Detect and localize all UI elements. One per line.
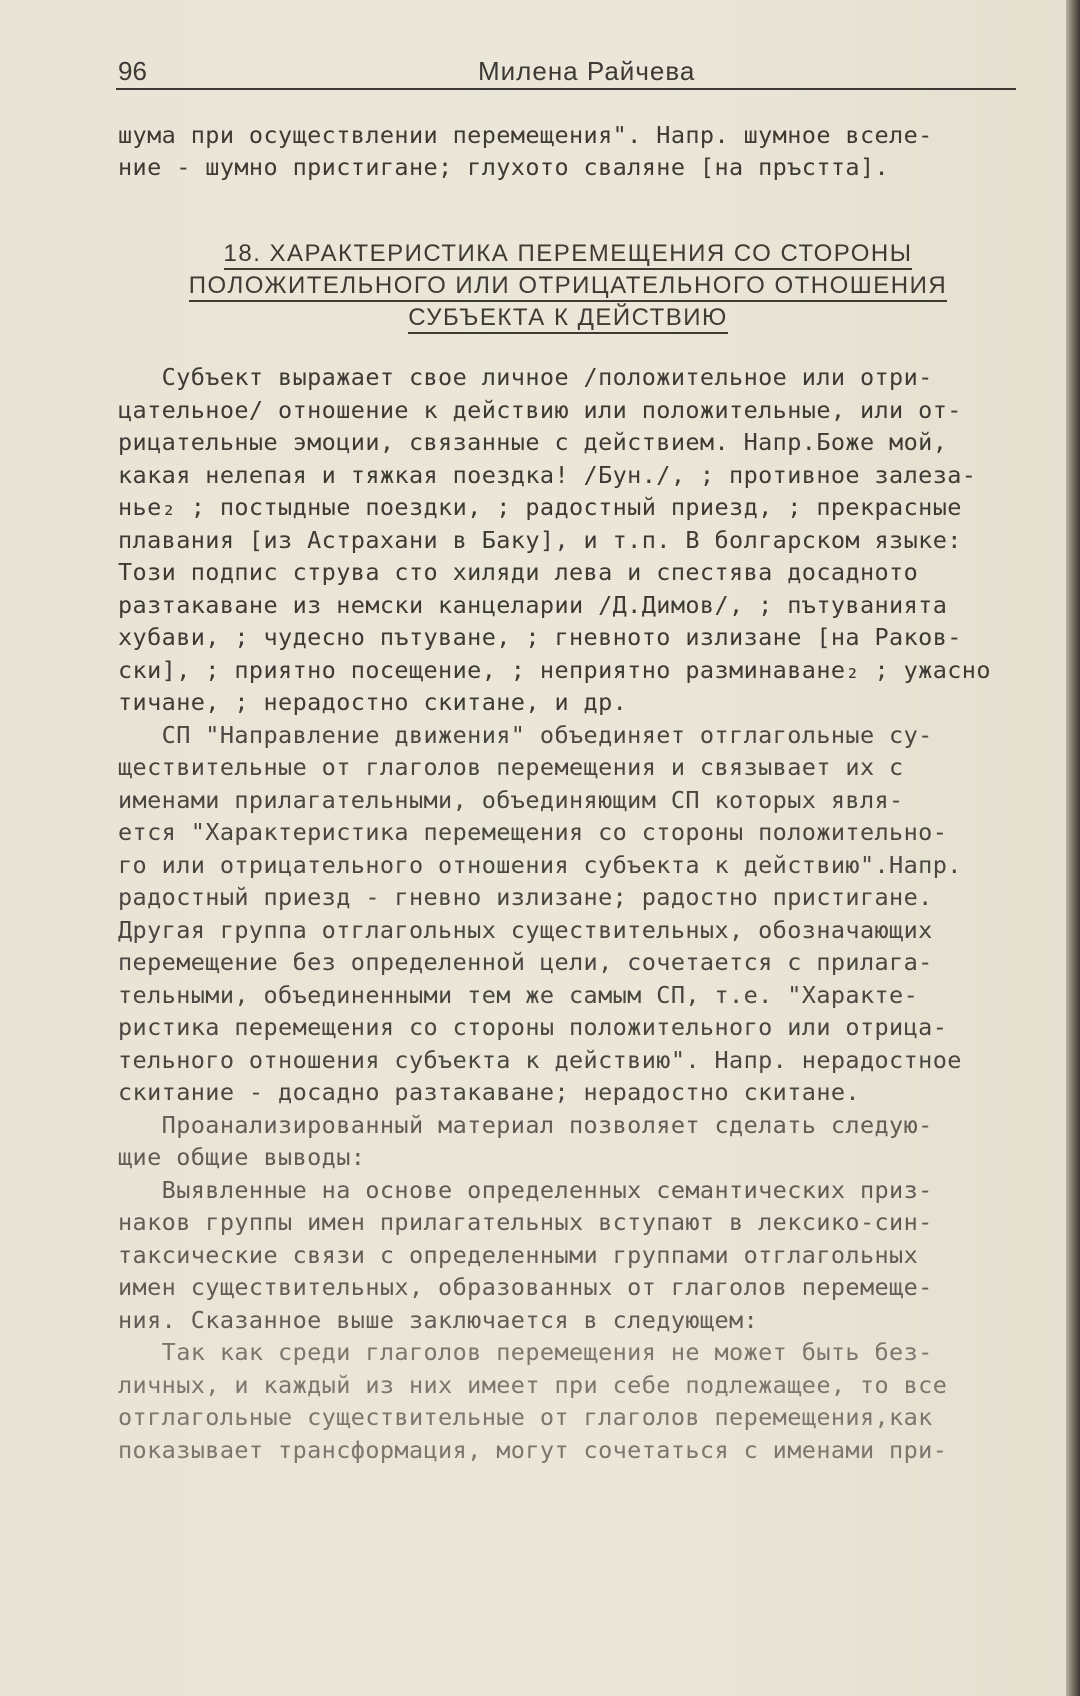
text-line: рицательные эмоции, связанные с действием. Напр.Боже мой, bbox=[118, 428, 948, 456]
text-line: перемещение без определенной цели, сочетается с прилага- bbox=[118, 948, 933, 976]
text-line: шума при осуществлении перемещения". Напр. шумное вселе- bbox=[118, 121, 933, 149]
running-title: Милена Райчева bbox=[478, 56, 696, 86]
text-line: СП "Направление движения" объединяет отглагольные су- bbox=[118, 720, 933, 749]
text-line: ется "Характеристика перемещения со стороны положительно- bbox=[118, 818, 948, 846]
text-line: радостный приезд - гневно излизане; радостно пристигане. bbox=[118, 883, 933, 911]
text-line: ния. Сказанное выше заключается в следующем: bbox=[118, 1305, 759, 1334]
text-line: Този подпис струва сто хиляди лева и спестява досадното bbox=[118, 558, 919, 586]
text-line: хубави, ; чудесно пътуване, ; гневното излизане [на Раков- bbox=[118, 623, 962, 651]
text-line: Выявленные на основе определенных семантических приз- bbox=[118, 1175, 933, 1204]
text-line: Субъект выражает свое личное /положительное или отри- bbox=[118, 363, 933, 391]
text-line: Так как среди глаголов перемещения не может быть без- bbox=[118, 1338, 933, 1366]
text-line: ние - шумно пристигане; глухото сваляне [на пръстта]. bbox=[118, 153, 890, 181]
text-line: плавания [из Астрахани в Баку], и т.п. В болгарском языке: bbox=[118, 525, 962, 554]
page-header bbox=[118, 56, 1014, 90]
text-line: Другая группа отглагольных существительных, обозначающих bbox=[118, 915, 933, 944]
text-line: тельного отношения субъекта к действию". Напр. нерадостное bbox=[118, 1045, 962, 1074]
text-line: ски], ; приятно посещение, ; неприятно разминаване₂ ; ужасно bbox=[118, 655, 991, 684]
section-title-line: СУБЪЕКТА К ДЕЙСТВИЮ bbox=[118, 304, 1018, 332]
text-line: цательное/ отношение к действию или положительные, или от- bbox=[118, 395, 962, 424]
text-line: ристика перемещения со стороны положительного или отрица- bbox=[118, 1013, 948, 1041]
text-line: наков группы имен прилагательных вступают в лексико-син- bbox=[118, 1208, 933, 1236]
text-line: личных, и каждый из них имеет при себе подлежащее, то все bbox=[118, 1370, 948, 1399]
text-line: тельными, объединенными тем же самым СП, т.е. "Характе- bbox=[118, 980, 919, 1009]
header-rule bbox=[116, 88, 1016, 90]
text-line: ществительные от глаголов перемещения и связывает их с bbox=[118, 753, 904, 781]
text-line: именами прилагательными, объединяющим СП которых явля- bbox=[118, 785, 904, 814]
text-line: нье₂ ; постыдные поездки, ; радостный приезд, ; прекрасные bbox=[118, 493, 962, 521]
text-line: тичане, ; нерадостно скитане, и др. bbox=[118, 688, 628, 716]
text-line: скитание - досадно разтакаване; нерадостно скитане. bbox=[118, 1078, 860, 1106]
text-line: Проанализированный материал позволяет сделать следую- bbox=[118, 1110, 933, 1139]
section-title-line: 18. ХАРАКТЕРИСТИКА ПЕРЕМЕЩЕНИЯ СО СТОРОНЫ bbox=[118, 240, 1018, 268]
text-line: показывает трансформация, могут сочетаться с именами при- bbox=[118, 1435, 948, 1464]
text-line: какая нелепая и тяжкая поездка! /Бун./, ; противное залеза- bbox=[118, 460, 977, 489]
text-line: щие общие выводы: bbox=[118, 1143, 366, 1171]
text-line: разтакаване из немски канцеларии /Д.Димов/, ; пътуванията bbox=[118, 590, 948, 619]
text-line: таксические связи с определенными группами отглагольных bbox=[118, 1240, 919, 1269]
text-line: имен существительных, образованных от глаголов перемеще- bbox=[118, 1273, 933, 1301]
text-line: отглагольные существительные от глаголов перемещения,как bbox=[118, 1403, 933, 1431]
section-title-line: ПОЛОЖИТЕЛЬНОГО ИЛИ ОТРИЦАТЕЛЬНОГО ОТНОШЕНИЯ bbox=[118, 272, 1018, 300]
page-number: 96 bbox=[118, 56, 147, 86]
page-edge-shadow bbox=[1066, 0, 1080, 1696]
text-line: го или отрицательного отношения субъекта к действию".Напр. bbox=[118, 850, 962, 879]
